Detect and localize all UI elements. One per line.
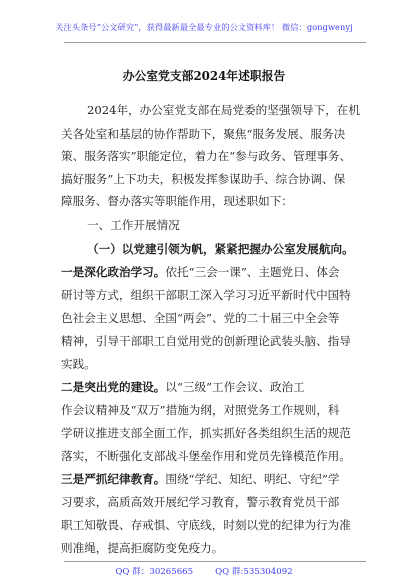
para-line: 作会议精神及“双万”措施为纲，对照党务工作规则，科 xyxy=(61,403,340,417)
para-line: 实践。 xyxy=(61,357,96,371)
intro-line: 2024年，办公室党支部在局党委的坚强领导下，在机 xyxy=(87,103,360,117)
footer-divider xyxy=(64,561,366,562)
para-line: 色社会主义思想、全国“两会”、党的二十届三中全会等 xyxy=(61,311,340,325)
para-line xyxy=(61,379,305,395)
para-line: 落实，不断强化支部战斗堡垒作用和党员先锋模范作用。 xyxy=(61,449,351,463)
footer xyxy=(0,565,408,577)
para-text: 围绕“学纪、知纪、明纪、守纪”学 xyxy=(165,472,340,486)
intro-line: 障服务、督办落实等职能作用，现述职如下： xyxy=(61,194,293,208)
para-line: 精神，引导干部职工自觉用党的创新理论武装头脑、指导 xyxy=(61,334,351,348)
sub-heading: （一）以党建引领为帆，紧紧把握办公室发展航向。 xyxy=(87,242,354,256)
para-line: 职工知敬畏、存戒惧、守底线，时刻以党的纪律为行为准 xyxy=(61,518,351,532)
para-lead: 三是严抓纪律教育。 xyxy=(61,472,166,486)
para-lead: 二是突出党的建设。 xyxy=(61,380,166,394)
para-text: 依托“三会一课”、主题党日、体会 xyxy=(165,265,340,279)
para-text: 以“三级”工作会议、政治工 xyxy=(165,380,305,394)
section-heading: 一、工作开展情况 xyxy=(87,218,180,232)
header-banner: 关注头条号“公文研究”，获得最新最全最专业的公文资料库！ 微信：gongwenyj xyxy=(55,22,353,32)
intro-line: 搞好服务”上下功夫，积极发挥参谋助手、综合协调、保 xyxy=(61,172,346,186)
footer-qq-group-2: QQ 群:535304092 xyxy=(215,567,293,577)
intro-line: 关各处室和基层的协作帮助下，聚焦“服务发展、服务决 xyxy=(61,127,346,141)
document-title: 办公室党支部2024年述职报告 xyxy=(122,69,286,83)
para-line: 习要求，高质高效开展纪学习教育，警示教育党员干部 xyxy=(61,495,340,509)
footer-qq-group-1: QQ 群：30265665 xyxy=(115,567,194,577)
para-lead: 一是深化政治学习。 xyxy=(61,265,166,279)
intro-line: 策、服务落实”职能定位，着力在“参与政务、管理事务、 xyxy=(61,149,352,163)
para-line xyxy=(61,264,340,280)
para-line: 则准绳，提高拒腐防变免疫力。 xyxy=(61,541,224,555)
para-line: 研讨等方式，组织干部职工深入学习习近平新时代中国特 xyxy=(61,288,351,302)
para-line xyxy=(61,471,340,487)
para-line: 学研议推进支部全面工作，抓实抓好各类组织生活的规范 xyxy=(61,426,351,440)
header-divider xyxy=(64,42,366,43)
